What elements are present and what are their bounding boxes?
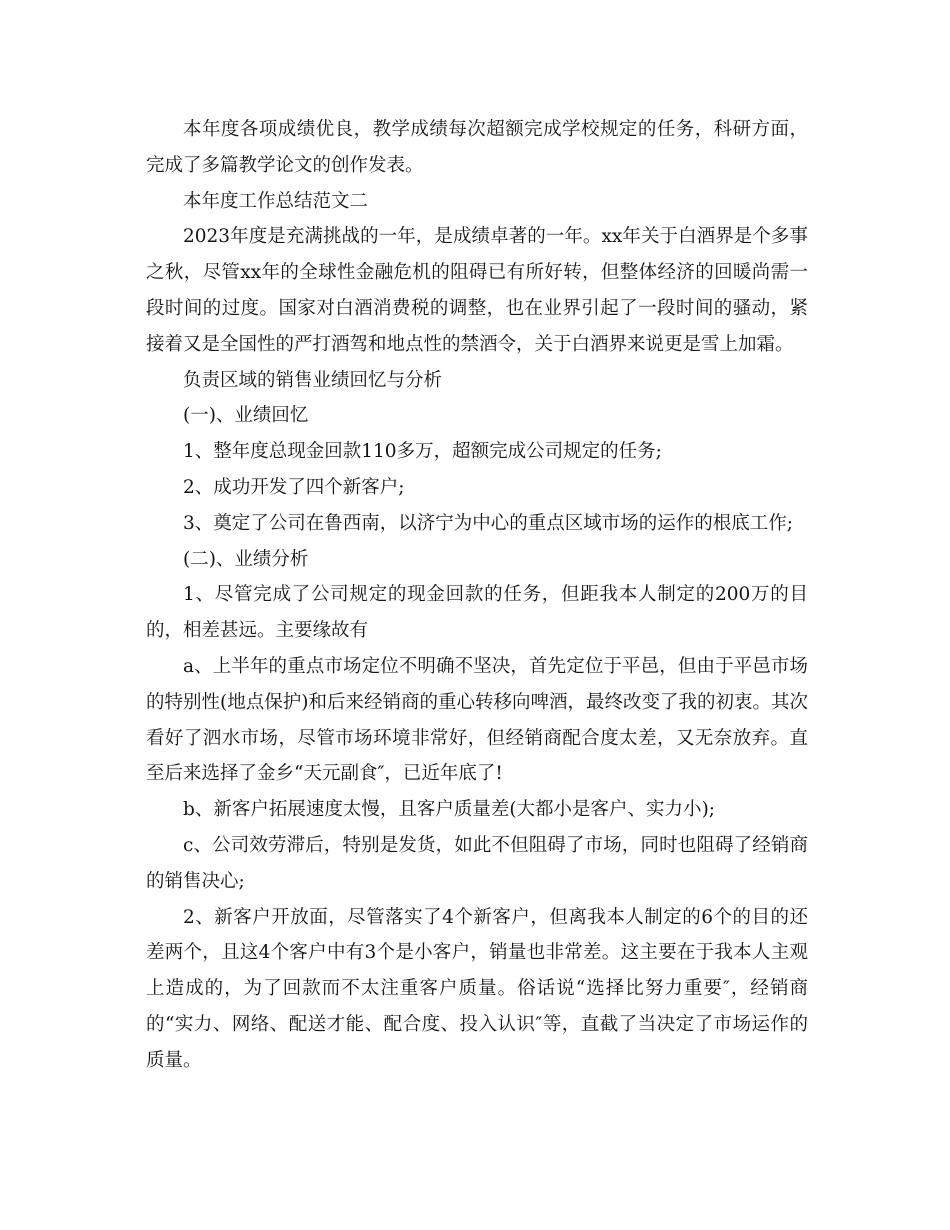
analysis-item-a: a、上半年的重点市场定位不明确不坚决，首先定位于平邑，但由于平邑市场的特别性(地点保护)和后来经销商的重心转移向啤酒，最终改变了我的初衷。其次看好了泗水市场，尽管市场环境非常好，但经销商配合度太差，又无奈放弃。直至后来选择了金乡“天元副食″，已近年底了! [146,655,808,785]
section-title-sales-review: 负责区域的销售业绩回忆与分析 [183,369,443,391]
section-title-sample-two: 本年度工作总结范文二 [183,190,369,212]
list-item-2: 2、成功开发了四个新客户; [183,476,405,498]
analysis-item-1: 1、尽管完成了公司规定的现金回款的任务，但距我本人制定的200万的目的，相差甚远。主要缘故有 [146,584,808,642]
subsection-title-performance-review: (一)、业绩回忆 [183,405,309,427]
analysis-item-c: c、公司效劳滞后，特别是发货，如此不但阻碍了市场，同时也阻碍了经销商的销售决心; [146,834,808,892]
analysis-item-b: b、新客户拓展速度太慢，且客户质量差(大都小是客户、实力小); [183,799,716,821]
subsection-title-performance-analysis: (二)、业绩分析 [183,548,309,570]
list-item-3: 3、奠定了公司在鲁西南，以济宁为中心的重点区域市场的运作的根底工作; [183,512,794,534]
paragraph-2023-overview: 2023年度是充满挑战的一年，是成绩卓著的一年。xx年关于白酒界是个多事之秋，尽管xx年的全球性金融危机的阻碍已有所好转，但整体经济的回暖尚需一段时间的过度。国家对白酒消费税的调整，也在业界引起了一段时间的骚动，紧接着又是全国性的严打酒驾和地点性的禁酒令，关于白酒界来说更是雪上加霜。 [146,226,808,355]
paragraph-1: 本年度各项成绩优良，教学成绩每次超额完成学校规定的任务，科研方面，完成了多篇教学论文的创作发表。 [146,119,808,176]
document-body [146,112,808,1079]
analysis-item-2: 2、新客户开放面，尽管落实了4个新客户，但离我本人制定的6个的目的还差两个，且这4个客户中有3个是小客户，销量也非常差。这主要在于我本人主观上造成的，为了回款而不太注重客户质量。俗话说“选择比努力重要″，经销商的“实力、网络、配送才能、配合度、投入认识″等，直截了当决定了市场运作的质量。 [146,906,808,1071]
list-item-1: 1、整年度总现金回款110多万，超额完成公司规定的任务; [183,441,662,463]
